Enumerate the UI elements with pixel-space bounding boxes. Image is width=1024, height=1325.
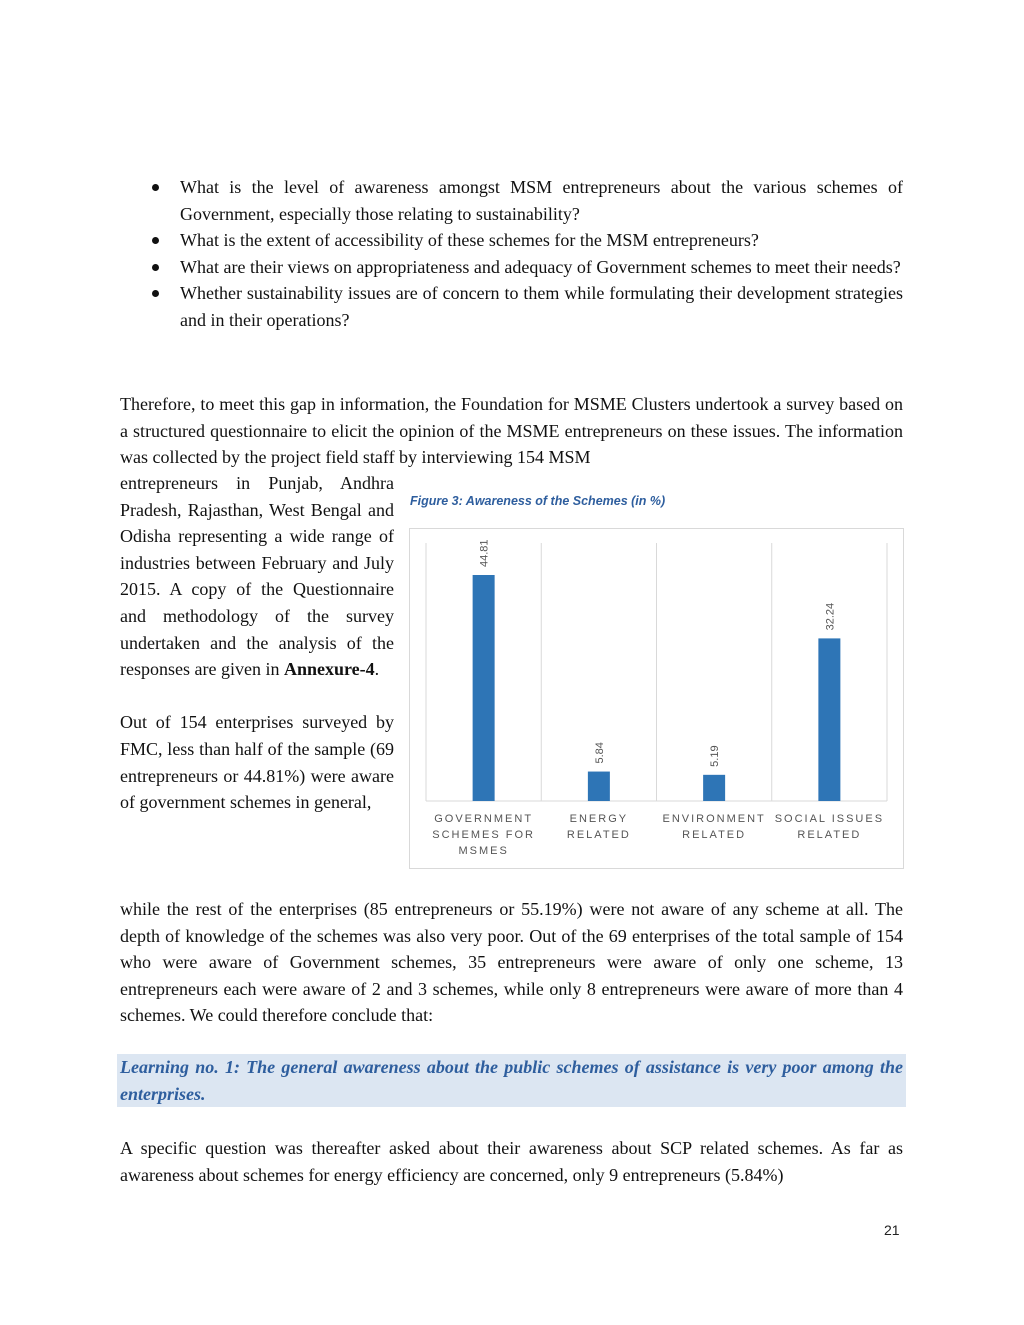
- annexure-reference: Annexure-4: [283, 659, 375, 680]
- x-tick-label: SCHEMES FOR: [432, 829, 535, 841]
- x-tick-label: ENVIRONMENT: [662, 813, 766, 825]
- chart-canvas: [410, 529, 903, 868]
- x-tick-label: MSMES: [458, 845, 509, 857]
- bullet-item: What are their views on appropriateness and adequacy of Government schemes to meet their needs?: [120, 254, 903, 281]
- survey-paragraph-continued: entrepreneurs in Punjab, Andhra Pradesh, Rajasthan, West Bengal and Odisha representing a wide range of industries between February and July 2015. A copy of the Questionnaire and methodology of the survey undertaken and the analysis of the responses are given in Annexure-4.: [120, 473, 394, 680]
- bullet-item: What is the extent of accessibility of these schemes for the MSM entrepreneurs?: [120, 227, 903, 254]
- learning-box: [117, 1054, 906, 1107]
- bullet-item: What is the level of awareness amongst MSM entrepreneurs about the various schemes of Government, especially those relating to sustainability?: [120, 174, 903, 227]
- bullet-item: Whether sustainability issues are of concern to them while formulating their development strategies and in their operations?: [120, 280, 903, 333]
- x-tick-label: RELATED: [682, 829, 747, 841]
- x-tick-label: ENERGY: [569, 813, 629, 825]
- bullet-icon: [152, 264, 159, 271]
- data-label: 44.81: [478, 539, 491, 567]
- data-label: 5.19: [709, 745, 722, 767]
- chart-bar: [473, 575, 495, 801]
- chart-bar: [588, 772, 610, 801]
- figure-caption: Figure 3: Awareness of the Schemes (in %): [410, 494, 666, 508]
- x-tick-label: SOCIAL ISSUES: [774, 813, 885, 825]
- survey-paragraph: Therefore, to meet this gap in information, the Foundation for MSME Clusters undertook a survey based on a structured questionnaire to elicit the opinion of the MSME entrepreneurs on these issues. The information was collected by the project field staff by interviewing 154 MSM: [120, 394, 903, 468]
- x-tick-label: RELATED: [797, 829, 862, 841]
- chart-bar: [818, 638, 840, 801]
- learning-text: Learning no. 1: The general awareness about the public schemes of assistance is very poor among the enterprises.: [120, 1057, 903, 1104]
- page-number: 21: [884, 1222, 900, 1238]
- x-tick-label: GOVERNMENT: [434, 813, 534, 825]
- awareness-paragraph-continued: while the rest of the enterprises (85 entrepreneurs or 55.19%) were not aware of any scheme at all. The depth of knowledge of the schemes was also very poor. Out of the 69 enterprises of the total sample of 154 who were aware of Government schemes, 35 entrepreneurs were aware of only one scheme, 13 entrepreneurs each were aware of 2 and 3 schemes, while only 8 entrepreneurs were aware of more than 4 schemes. We could therefore conclude that:: [120, 899, 903, 1026]
- bullet-icon: [152, 237, 159, 244]
- awareness-paragraph: Out of 154 enterprises surveyed by FMC, less than half of the sample (69 entrepreneurs or 44.81%) were aware of government schemes in general,: [120, 712, 394, 813]
- data-label: 32.24: [824, 602, 837, 631]
- chart-bar: [703, 775, 725, 801]
- left-column-text: [120, 470, 394, 816]
- question-list: [120, 174, 903, 334]
- bullet-icon: [152, 290, 159, 297]
- awareness-bar-chart: [409, 528, 904, 869]
- bullet-icon: [152, 184, 159, 191]
- x-tick-label: RELATED: [566, 829, 631, 841]
- scp-paragraph: A specific question was thereafter asked about their awareness about SCP related schemes. As far as awareness about schemes for energy efficiency are concerned, only 9 entrepreneurs (5.84%): [120, 1138, 903, 1185]
- data-label: 5.84: [593, 742, 606, 764]
